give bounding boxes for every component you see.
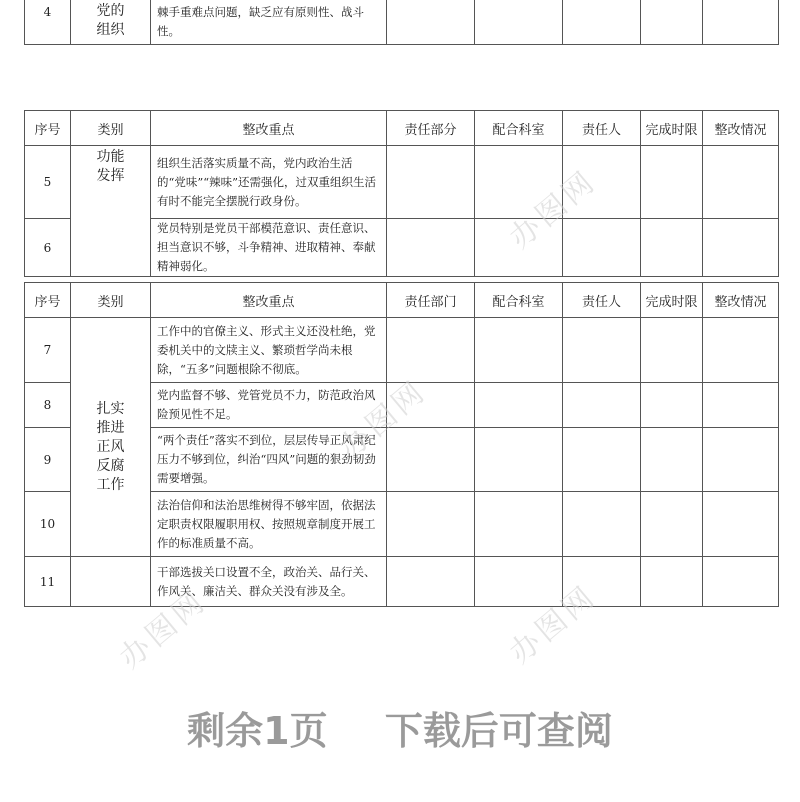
empty-cell [703, 492, 779, 557]
empty-cell [387, 557, 475, 607]
header-deadline: 完成时限 [641, 283, 703, 318]
header-category: 类别 [71, 283, 151, 318]
header-num: 序号 [25, 283, 71, 318]
empty-cell [387, 318, 475, 383]
empty-category-cell [71, 557, 151, 607]
watermark: 办图网 [502, 578, 604, 671]
table-row [25, 146, 779, 219]
header-focus: 整改重点 [151, 283, 387, 318]
empty-cell [387, 146, 475, 219]
rectification-table-bottom [24, 282, 779, 607]
row-number: 8 [25, 383, 71, 428]
focus-cell: 干部选拔关口设置不全，政治关、品行关、作风关、廉洁关、群众关没有涉及全。 [151, 557, 387, 607]
empty-cell [387, 383, 475, 428]
empty-cell [563, 492, 641, 557]
empty-cell [703, 318, 779, 383]
row-number: 10 [25, 492, 71, 557]
empty-cell [475, 428, 563, 492]
header-responsible-dept: 责任部分 [387, 111, 475, 146]
table-row [25, 0, 779, 45]
header-cooperating-office: 配合科室 [475, 283, 563, 318]
empty-cell [641, 492, 703, 557]
rectification-table-middle [24, 110, 779, 277]
header-row [25, 283, 779, 318]
empty-cell [641, 146, 703, 219]
row-number: 6 [25, 219, 71, 277]
focus-cell: “两个责任”落实不到位，层层传导正风肃纪压力不够到位，纠治“四风”问题的狠劲韧劲需要增强。 [151, 428, 387, 492]
empty-cell [475, 0, 563, 45]
category-cell: 党的 组织 [71, 0, 151, 45]
focus-cell: 党员特别是党员干部模范意识、责任意识、担当意识不够，斗争精神、进取精神、奉献精神弱化。 [151, 219, 387, 277]
empty-cell [563, 557, 641, 607]
row-number: 7 [25, 318, 71, 383]
empty-cell [703, 0, 779, 45]
header-focus: 整改重点 [151, 111, 387, 146]
focus-cell: 棘手重难点问题，缺乏应有原则性、战斗性。 [151, 0, 387, 45]
empty-cell [641, 383, 703, 428]
header-category: 类别 [71, 111, 151, 146]
empty-cell [641, 428, 703, 492]
watermark: 办图网 [112, 583, 214, 676]
focus-cell: 法治信仰和法治思维树得不够牢固，依据法定职责权限履职用权、按照规章制度开展工作的标准质量不高。 [151, 492, 387, 557]
table-row [25, 557, 779, 607]
header-responsible-person: 责任人 [563, 283, 641, 318]
empty-cell [475, 219, 563, 277]
rectification-table-top [24, 0, 779, 45]
empty-cell [703, 428, 779, 492]
header-responsible-person: 责任人 [563, 111, 641, 146]
empty-cell [475, 557, 563, 607]
empty-cell [703, 383, 779, 428]
header-status: 整改情况 [703, 111, 779, 146]
empty-cell [475, 492, 563, 557]
remaining-pages-text: 剩余1页 [187, 709, 328, 753]
empty-cell [387, 0, 475, 45]
empty-cell [641, 219, 703, 277]
empty-cell [387, 219, 475, 277]
watermark: 办图网 [502, 163, 604, 256]
empty-cell [563, 383, 641, 428]
empty-cell [475, 318, 563, 383]
empty-cell [641, 557, 703, 607]
empty-cell [563, 146, 641, 219]
header-cooperating-office: 配合科室 [475, 111, 563, 146]
remaining-pages-notice [0, 700, 800, 755]
row-number: 5 [25, 146, 71, 219]
empty-cell [703, 557, 779, 607]
empty-cell [563, 428, 641, 492]
watermark: 办图网 [332, 373, 434, 466]
row-number: 11 [25, 557, 71, 607]
empty-cell [387, 492, 475, 557]
empty-cell [563, 219, 641, 277]
empty-cell [703, 219, 779, 277]
header-deadline: 完成时限 [641, 111, 703, 146]
empty-cell [563, 0, 641, 45]
header-status: 整改情况 [703, 283, 779, 318]
empty-cell [563, 318, 641, 383]
empty-cell [387, 428, 475, 492]
focus-cell: 组织生活落实质量不高，党内政治生活的“党味”“辣味”还需强化，过双重组织生活有时不能完全摆脱行政身份。 [151, 146, 387, 219]
focus-cell: 工作中的官僚主义、形式主义还没杜绝，党委机关中的文牍主义、繁琐哲学尚未根除，“五多”问题根除不彻底。 [151, 318, 387, 383]
focus-cell: 党内监督不够、党管党员不力，防范政治风险预见性不足。 [151, 383, 387, 428]
empty-cell [475, 383, 563, 428]
empty-cell [641, 0, 703, 45]
empty-cell [641, 318, 703, 383]
table-row [25, 318, 779, 383]
header-responsible-dept: 责任部门 [387, 283, 475, 318]
empty-cell [703, 146, 779, 219]
category-cell: 功能 发挥 [71, 146, 151, 277]
header-num: 序号 [25, 111, 71, 146]
empty-cell [475, 146, 563, 219]
header-row [25, 111, 779, 146]
download-to-view-text: 下载后可查阅 [384, 709, 613, 753]
row-number: 9 [25, 428, 71, 492]
row-number: 4 [25, 0, 71, 45]
category-cell: 扎实 推进 正风 反腐 工作 [71, 318, 151, 557]
